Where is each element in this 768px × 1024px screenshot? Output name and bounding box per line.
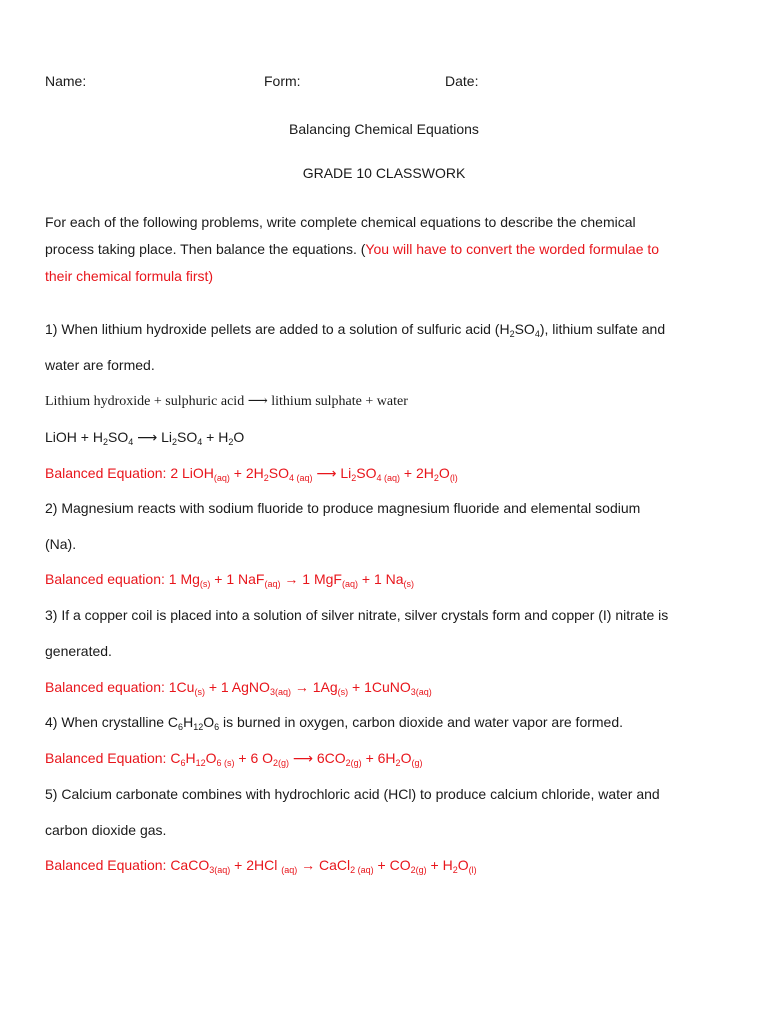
- problem-1-balanced-equation: [45, 464, 458, 482]
- p1-bal-sub: (l): [449, 473, 458, 483]
- problem-1-line-2: water are formed.: [45, 357, 155, 373]
- intro-line-1: For each of the following problems, write complete chemical equations to describe the chemical: [45, 214, 636, 230]
- p4-bal-part: O: [205, 750, 217, 766]
- p2-bal-part: + 1 Na: [357, 571, 404, 587]
- p2-bal-sub: (aq): [264, 579, 281, 589]
- p1-sub: 4: [534, 329, 540, 339]
- p4-text-sub: 6: [178, 722, 184, 732]
- p1-bal-sub: 2: [351, 473, 357, 483]
- p1-formula-sub: 2: [102, 437, 108, 447]
- p2-bal-part: → 1 MgF: [280, 571, 342, 587]
- p4-bal-sub: (g): [411, 758, 423, 768]
- p5-bal-part: + H: [426, 857, 453, 873]
- p4-bal-part: ⟶ 6CO: [289, 750, 346, 766]
- p4-bal-sub: 2(g): [273, 758, 290, 768]
- intro-note: You will have to convert the worded formulae to: [365, 241, 660, 257]
- p4-text-part: H: [183, 714, 194, 730]
- p5-bal-part: + 2HCl: [230, 857, 282, 873]
- p3-bal-part: Balanced equation: 1Cu: [45, 679, 195, 695]
- problem-4-line-1: [45, 713, 623, 731]
- p1-formula-part: ⟶ Li: [133, 429, 172, 445]
- problem-2-line-2: (Na).: [45, 536, 77, 552]
- p1-bal-part: SO: [356, 465, 377, 481]
- p1-formula-part: + H: [202, 429, 229, 445]
- p1-formula-sub: 4: [128, 437, 134, 447]
- date-label: Date:: [445, 73, 479, 89]
- p4-bal-sub: 2(g): [345, 758, 362, 768]
- p2-bal-part: Balanced equation: 1 Mg: [45, 571, 200, 587]
- p1-text-a: 1) When lithium hydroxide pellets are added to a solution of sulfuric acid (H: [45, 321, 510, 337]
- p1-bal-part: O: [438, 465, 450, 481]
- p2-bal-part: + 1 NaF: [210, 571, 265, 587]
- intro-line-3: their chemical formula first): [45, 268, 214, 284]
- intro-line-2: [45, 240, 659, 258]
- p3-bal-part: + 1CuNO: [348, 679, 411, 695]
- p1-bal-part: + 2H: [400, 465, 434, 481]
- p4-text-sub: 6: [214, 722, 220, 732]
- p1-formula-part: LiOH + H: [45, 429, 103, 445]
- p2-bal-sub: (s): [199, 579, 211, 589]
- p3-bal-sub: 3(aq): [269, 687, 291, 697]
- p5-bal-sub: 2 (aq): [350, 865, 374, 875]
- p4-text-part: is burned in oxygen, carbon dioxide and water vapor are formed.: [219, 714, 624, 730]
- p5-bal-sub: 2(g): [410, 865, 427, 875]
- p4-bal-part: Balanced Equation: C: [45, 750, 181, 766]
- page-subtitle: GRADE 10 CLASSWORK: [302, 165, 466, 181]
- p4-bal-part: + 6H: [361, 750, 396, 766]
- problem-3-line-1: 3) If a copper coil is placed into a solution of silver nitrate, silver crystals form and copper (I) nitrate is: [45, 607, 669, 623]
- p4-text-sub: 12: [193, 722, 204, 732]
- p1-bal-sub: 2: [263, 473, 269, 483]
- p5-bal-sub: (aq): [281, 865, 298, 875]
- p5-bal-part: → CaCl: [297, 857, 351, 873]
- p1-formula-part: SO: [177, 429, 198, 445]
- form-label: Form:: [264, 73, 301, 89]
- p1-bal-sub: 4 (aq): [289, 473, 313, 483]
- p1-bal-part: SO: [268, 465, 290, 481]
- problem-4-balanced-equation: [45, 749, 422, 767]
- p4-bal-part: O: [400, 750, 412, 766]
- p1-bal-sub: 4 (aq): [376, 473, 401, 483]
- p4-bal-sub: 12: [195, 758, 206, 768]
- problem-3-balanced-equation: [45, 678, 432, 696]
- p1-bal-part: + 2H: [229, 465, 264, 481]
- p1-bal-part: Balanced Equation: 2 LiOH: [45, 465, 214, 481]
- p5-bal-part: O: [457, 857, 469, 873]
- p2-bal-sub: (s): [403, 579, 415, 589]
- problem-3-line-2: generated.: [45, 643, 112, 659]
- p4-bal-part: H: [185, 750, 196, 766]
- p3-bal-part: → 1Ag: [290, 679, 338, 695]
- problem-2-line-1: 2) Magnesium reacts with sodium fluoride to produce magnesium fluoride and elemental sodium: [45, 500, 641, 516]
- p1-sub: 2: [509, 329, 515, 339]
- p1-formula-part: O: [233, 429, 245, 445]
- p3-bal-part: + 1 AgNO: [204, 679, 270, 695]
- p5-bal-sub: (l): [468, 865, 477, 875]
- p1-bal-sub: (aq): [213, 473, 230, 483]
- p4-bal-part: + 6 O: [234, 750, 274, 766]
- intro-line-2-text: process taking place. Then balance the equations. (: [45, 241, 366, 257]
- p5-bal-sub: 2: [452, 865, 458, 875]
- p5-bal-sub: 3(aq): [209, 865, 231, 875]
- p3-bal-sub: 3(aq): [410, 687, 432, 697]
- p1-text-b: SO: [514, 321, 535, 337]
- p4-bal-sub: 6: [180, 758, 186, 768]
- p5-bal-part: + CO: [373, 857, 411, 873]
- p5-bal-part: Balanced Equation: CaCO: [45, 857, 210, 873]
- problem-5-balanced-equation: [45, 856, 477, 874]
- p1-bal-sub: 2: [433, 473, 439, 483]
- p1-formula-part: SO: [107, 429, 129, 445]
- p2-bal-sub: (aq): [341, 579, 358, 589]
- p3-bal-sub: (s): [337, 687, 349, 697]
- p1-formula-sub: 2: [228, 437, 234, 447]
- page-title: Balancing Chemical Equations: [289, 121, 479, 137]
- p1-text-c: ), lithium sulfate and: [539, 321, 666, 337]
- p3-bal-sub: (s): [194, 687, 205, 697]
- p4-text-part: 4) When crystalline C: [45, 714, 179, 730]
- problem-5-line-1: 5) Calcium carbonate combines with hydrochloric acid (HCl) to produce calcium chloride, water and: [45, 786, 660, 802]
- problem-1-word-equation: Lithium hydroxide + sulphuric acid ⟶ lithium sulphate + water: [45, 394, 408, 409]
- p4-bal-sub: 6 (s): [216, 758, 235, 768]
- problem-2-balanced-equation: [45, 570, 414, 588]
- p1-formula-sub: 2: [171, 437, 177, 447]
- p1-bal-part: ⟶ Li: [312, 465, 352, 481]
- p1-formula-sub: 4: [197, 437, 203, 447]
- problem-1-line-1: [45, 320, 665, 338]
- name-label: Name:: [45, 73, 87, 89]
- p4-bal-sub: 2: [395, 758, 401, 768]
- problem-5-line-2: carbon dioxide gas.: [45, 822, 167, 838]
- problem-1-formula-equation: [45, 428, 244, 446]
- p4-text-part: O: [203, 714, 215, 730]
